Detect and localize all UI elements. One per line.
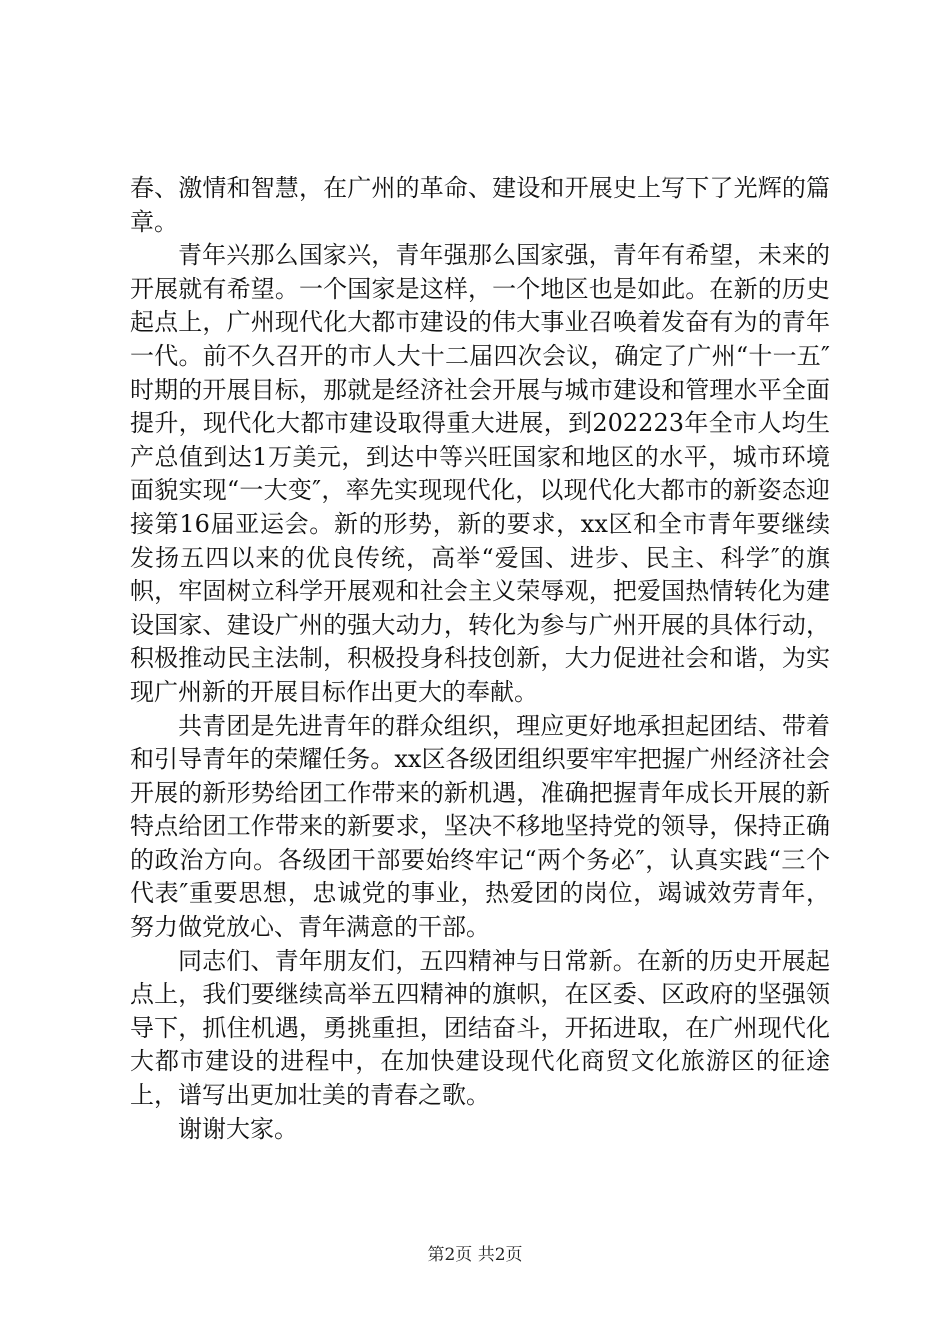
paragraph-thanks: 谢谢大家。 <box>178 1114 298 1143</box>
document-body <box>130 172 830 1146</box>
paragraph-continuation: 春、激情和智慧，在广州的革命、建设和开展史上写下了光辉的篇章。 <box>130 174 830 236</box>
page-footer: 第2页 共2页 <box>427 1245 523 1265</box>
paragraph-youth-league: 共青团是先进青年的群众组织，理应更好地承担起团结、带着和引导青年的荣耀任务。xx区各级团组织要牢牢把握广州经济社会开展的新形势给团工作带来的新机遇，准确把握青年成长开展的新特点给团工作带来的新要求，坚决不移地坚持党的领导，保持正确的政治方向。各级团干部要始终牢记“两个务必″，认真实践“三个代表″重要思想，忠诚党的事业，热爱团的岗位，竭诚效劳青年，努力做党放心、青年满意的干部。 <box>130 711 830 942</box>
paragraph-may-fourth-spirit: 同志们、青年朋友们，五四精神与日常新。在新的历史开展起点上，我们要继续高举五四精神的旗帜，在区委、区政府的坚强领导下，抓住机遇，勇挑重担，团结奋斗，开拓进取，在广州现代化大都市建设的进程中，在加快建设现代化商贸文化旅游区的征途上，谱写出更加壮美的青春之歌。 <box>130 946 830 1110</box>
paragraph-youth-prosperity: 青年兴那么国家兴，青年强那么国家强，青年有希望，未来的开展就有希望。一个国家是这样，一个地区也是如此。在新的历史起点上，广州现代化大都市建设的伟大事业召唤着发奋有为的青年一代。前不久召开的市人大十二届四次会议，确定了广州“十一五″时期的开展目标，那就是经济社会开展与城市建设和管理水平全面提升，现代化大都市建设取得重大进展，到202223年全市人均生产总值到达1万美元，到达中等兴旺国家和地区的水平，城市环境面貌实现“一大变″，率先实现现代化，以现代化大都市的新姿态迎接第16届亚运会。新的形势，新的要求，xx区和全市青年要继续发扬五四以来的优良传统，高举“爱国、进步、民主、科学″的旗帜，牢固树立科学开展观和社会主义荣辱观，把爱国热情转化为建设国家、建设广州的强大动力，转化为参与广州开展的具体行动，积极推动民主法制，积极投身科技创新，大力促进社会和谐，为实现广州新的开展目标作出更大的奉献。 <box>130 241 830 706</box>
